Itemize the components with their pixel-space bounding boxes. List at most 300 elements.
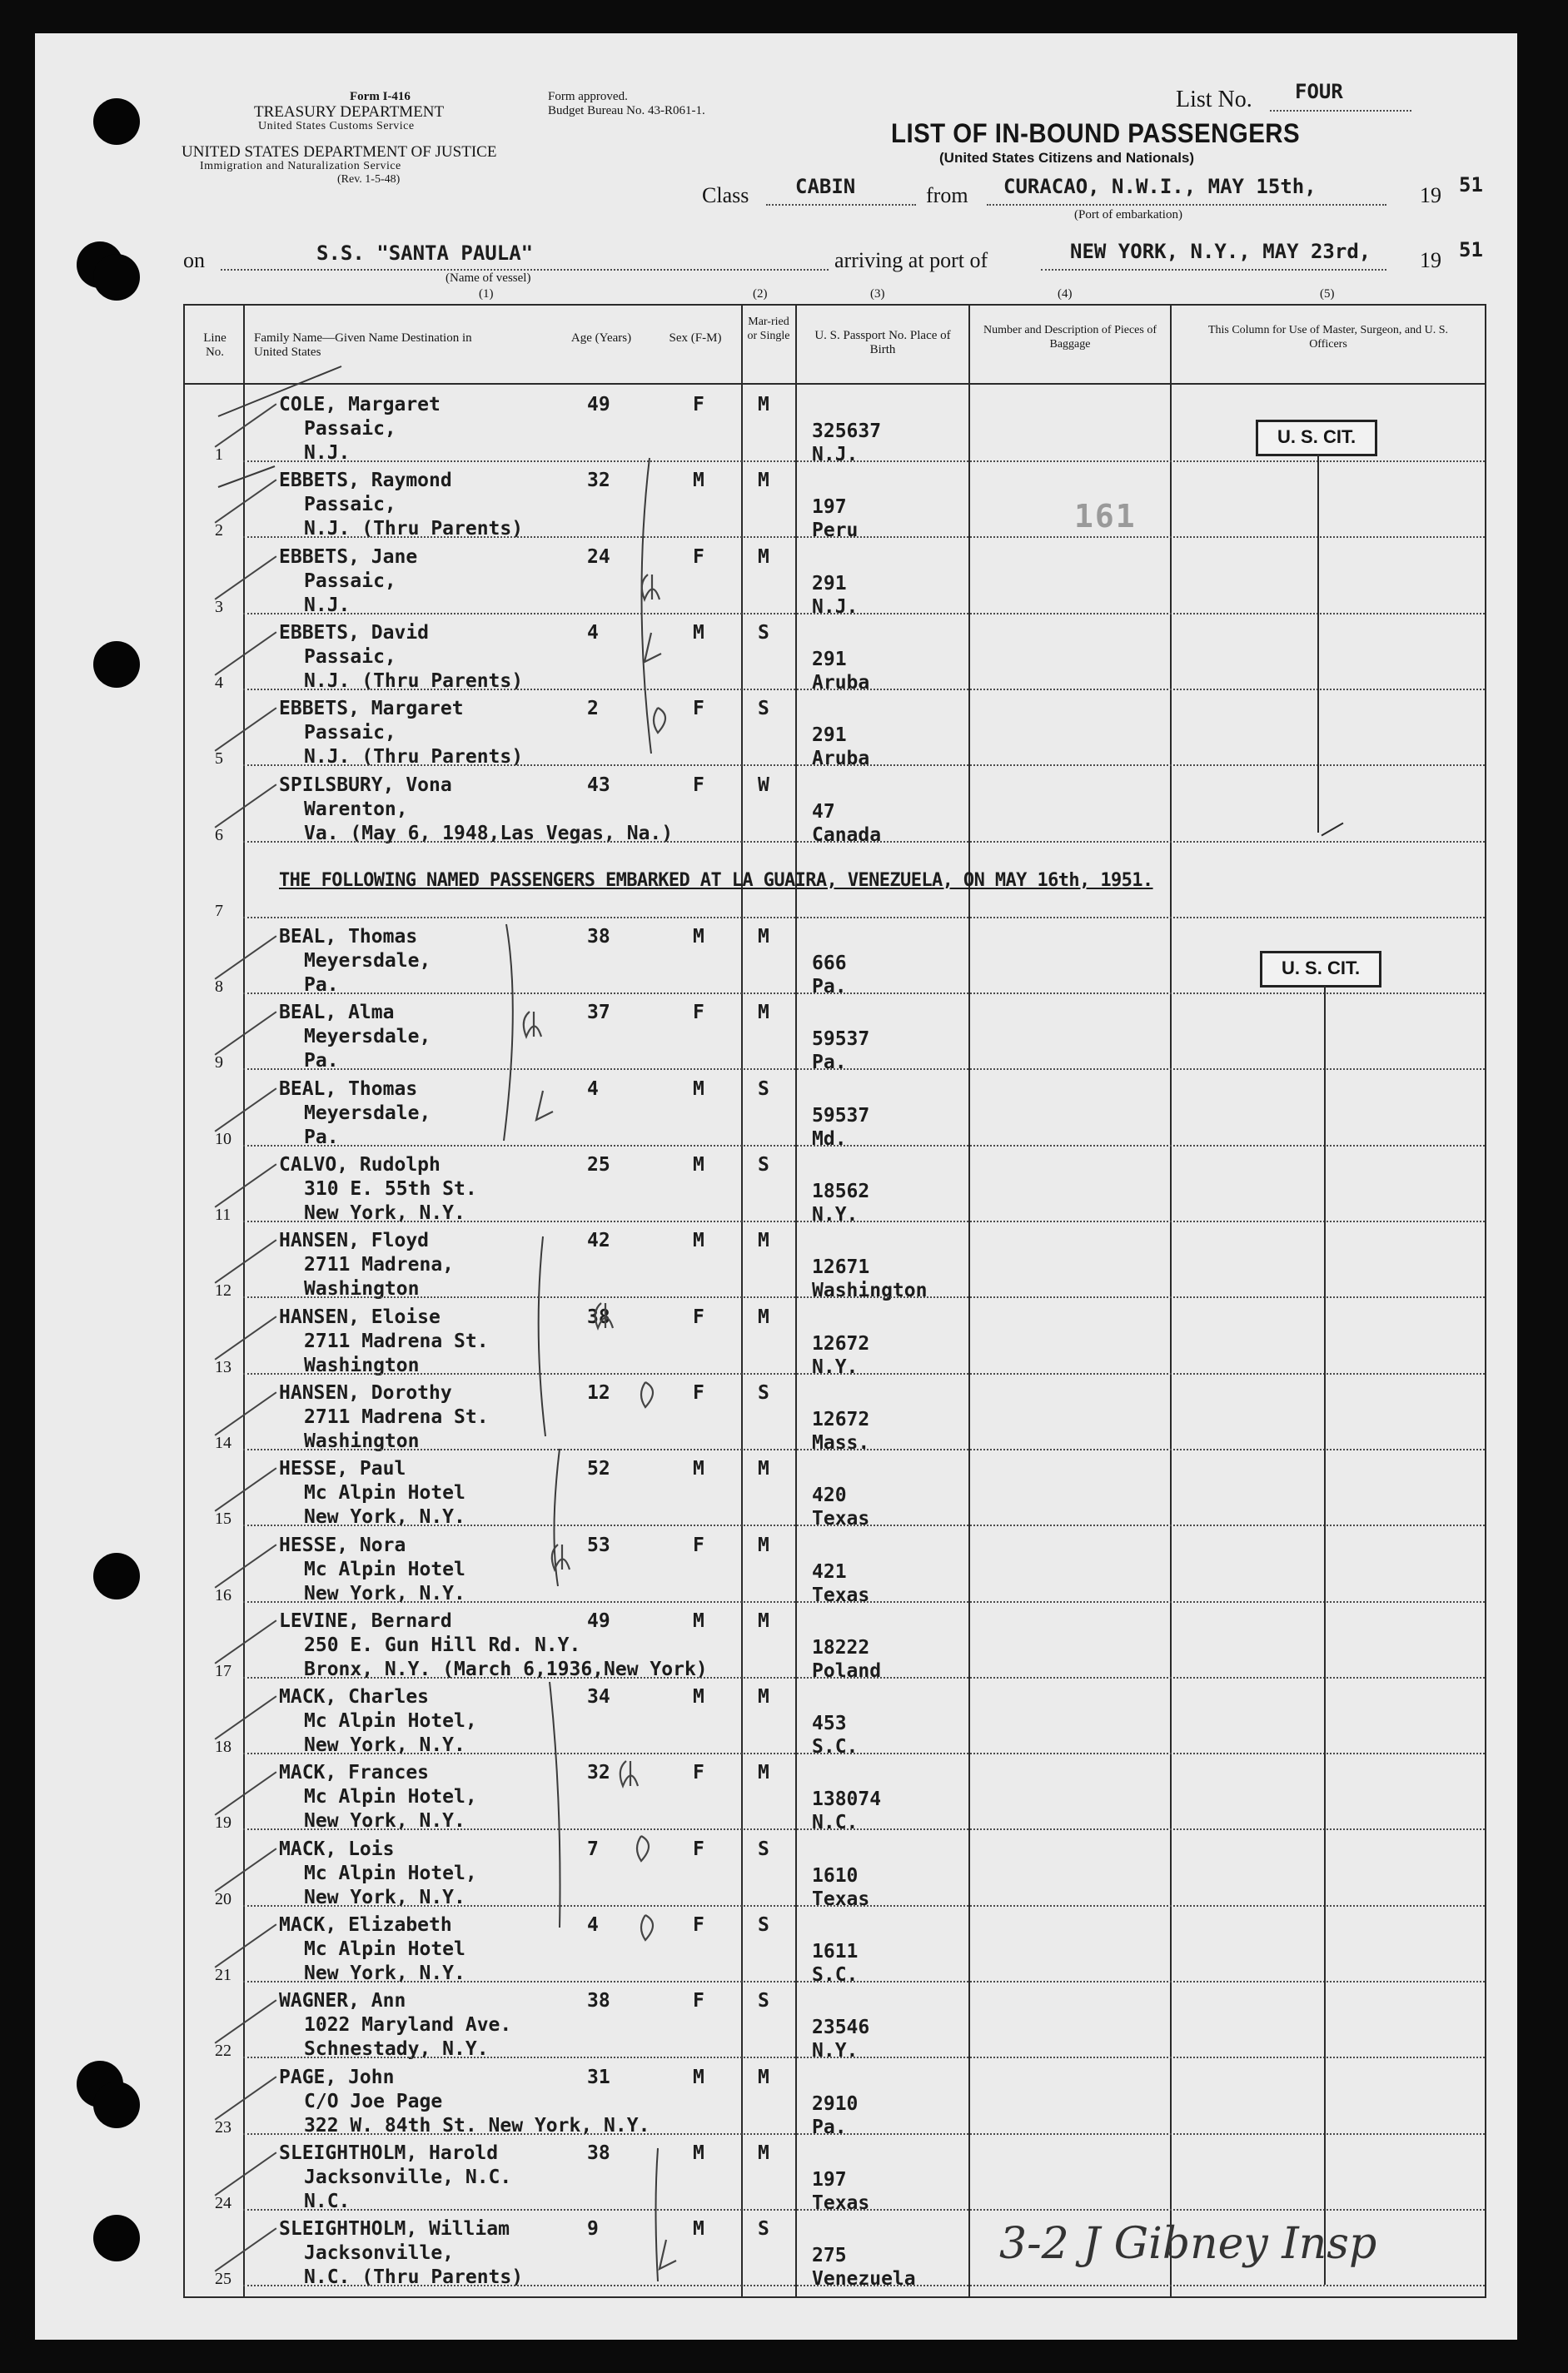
table-row: [0, 1072, 1568, 1150]
check-mark: [215, 708, 277, 752]
class-label: Class: [702, 183, 749, 207]
table-row: [0, 2060, 1568, 2138]
age-value: 12: [587, 1381, 610, 1404]
place-of-birth: Peru: [812, 520, 859, 542]
line-number: 3: [215, 597, 223, 616]
place-of-birth: Pa.: [812, 2116, 847, 2138]
marital-status: M: [758, 2142, 769, 2164]
marital-status: M: [758, 926, 769, 948]
age-value: 4: [587, 1077, 599, 1100]
table-row: [0, 1604, 1568, 1682]
passenger-name: HESSE, Nora: [279, 1534, 406, 1556]
treasury-dept: TREASURY DEPARTMENT: [254, 103, 445, 121]
sex-value: M: [693, 2066, 704, 2088]
sex-value: M: [693, 1077, 704, 1100]
col-number-3: (3): [870, 287, 885, 301]
destination-line-2: N.C. (Thru Parents): [304, 2266, 524, 2289]
line-number: 17: [215, 1661, 231, 1680]
marital-status: S: [758, 621, 769, 644]
row-separator: [243, 1753, 1485, 1754]
age-value: 7: [587, 1838, 599, 1860]
place-of-birth: N.Y.: [812, 1204, 859, 1226]
passport-number: 2910: [812, 2092, 859, 2115]
col-header-married: Mar-ried or Single: [747, 316, 790, 342]
table-row: [0, 1679, 1568, 1759]
sex-value: F: [693, 1002, 704, 1024]
passenger-name: CALVO, Rudolph: [279, 1154, 441, 1176]
row-separator: [243, 2285, 1485, 2286]
sex-value: F: [693, 1838, 704, 1860]
destination-line-1: 2711 Madrena St.: [304, 1405, 489, 1428]
passenger-name: HANSEN, Floyd: [279, 1230, 430, 1252]
passport-number: 18562: [812, 1181, 870, 1202]
passenger-name: MACK, Frances: [279, 1762, 430, 1784]
passenger-name: SPILSBURY, Vona: [279, 774, 452, 796]
budget-bureau: Budget Bureau No. 43-R061-1.: [548, 104, 705, 117]
col-header-baggage: Number and Description of Pieces of Baggage: [983, 324, 1157, 351]
place-of-birth: N.J.: [812, 595, 859, 618]
row-separator: [243, 1068, 1485, 1070]
destination-line-1: 2711 Madrena,: [304, 1254, 455, 1276]
inspector-signature: 3-2 J Gibney Insp: [999, 2219, 1377, 2269]
line-number: 9: [215, 1053, 223, 1072]
sex-value: F: [693, 1990, 704, 2012]
sex-value: F: [693, 698, 704, 720]
check-mark: [215, 1848, 277, 1892]
on-label: on: [183, 248, 205, 272]
check-mark: [215, 1619, 277, 1664]
passenger-name: HANSEN, Dorothy: [279, 1381, 452, 1404]
sex-value: M: [693, 1609, 704, 1632]
age-value: 34: [587, 1686, 610, 1709]
sex-value: F: [693, 1534, 704, 1556]
marital-status: M: [758, 394, 769, 415]
destination-line-1: C/O Joe Page: [304, 2090, 443, 2112]
age-value: 32: [587, 470, 610, 492]
passport-number: 59537: [812, 1104, 870, 1127]
destination-line-2: Va. (May 6, 1948,Las Vegas, Na.): [304, 822, 674, 844]
age-value: 2: [587, 698, 599, 720]
marital-status: S: [758, 1154, 769, 1176]
marital-status: M: [758, 470, 769, 492]
destination-line-2: N.J. (Thru Parents): [304, 669, 524, 692]
line-number: 2: [215, 521, 223, 540]
destination-line-2: N.J. (Thru Parents): [304, 746, 524, 769]
destination-line-2: 322 W. 84th St. New York, N.Y.: [304, 2114, 650, 2137]
arriving-label: arriving at port of: [834, 248, 988, 272]
place-of-birth: N.Y.: [812, 1356, 859, 1378]
line-number: 8: [215, 978, 223, 997]
sex-value: F: [693, 774, 704, 796]
destination-line-1: Meyersdale,: [304, 1102, 431, 1124]
passenger-name: PAGE, John: [279, 2066, 395, 2088]
col-number-2: (2): [753, 287, 768, 301]
place-of-birth: Venezuela: [812, 2268, 916, 2291]
class-line: [766, 204, 916, 206]
class-value: CABIN: [795, 175, 856, 198]
sex-value: M: [693, 926, 704, 948]
table-bottom-border: [183, 2296, 1486, 2298]
destination-line-1: Passaic,: [304, 418, 396, 440]
from-label: from: [926, 183, 968, 207]
passport-number: 12672: [812, 1408, 870, 1430]
table-row: [0, 1908, 1568, 1986]
check-mark: [215, 1240, 277, 1284]
place-of-birth: Md.: [812, 1127, 847, 1150]
row-separator: [243, 1981, 1485, 1982]
sex-value: M: [693, 1458, 704, 1480]
row-separator: [243, 1373, 1485, 1375]
marital-status: M: [758, 1686, 769, 1709]
destination-line-2: New York, N.Y.: [304, 1734, 465, 1757]
passenger-name: EBBETS, Margaret: [279, 698, 464, 720]
line-number: 21: [215, 1966, 231, 1984]
col-number-1: (1): [479, 287, 494, 301]
check-mark: [215, 1544, 277, 1588]
place-of-birth: Mass.: [812, 1431, 870, 1454]
passport-number: 12671: [812, 1256, 870, 1279]
destination-line-1: Warenton,: [304, 798, 408, 820]
place-of-birth: N.C.: [812, 1812, 859, 1834]
destination-line-1: Passaic,: [304, 722, 396, 744]
vessel-name: S.S. "SANTA PAULA": [316, 241, 534, 265]
marital-status: W: [758, 774, 769, 796]
col-number-5: (5): [1320, 287, 1335, 301]
check-mark: [215, 2000, 277, 2044]
passport-number: 59537: [812, 1028, 870, 1051]
destination-line-2: N.J. (Thru Parents): [304, 518, 524, 540]
stamp-161: 161: [1074, 498, 1137, 535]
line-number: 20: [215, 1889, 231, 1908]
passenger-name: BEAL, Thomas: [279, 926, 418, 948]
from-year-prefix: 19: [1420, 183, 1441, 207]
destination-line-1: Passaic,: [304, 494, 396, 516]
table-row: [0, 1223, 1568, 1302]
place-of-birth: S.C.: [812, 1736, 859, 1759]
col-header-name: Family Name—Given Name Destination in United States: [254, 331, 472, 359]
sex-value: F: [693, 545, 704, 568]
marital-status: S: [758, 1914, 769, 1936]
passenger-name: EBBETS, David: [279, 621, 430, 644]
place-of-birth: Canada: [812, 823, 882, 846]
destination-line-2: New York, N.Y.: [304, 1810, 465, 1833]
passenger-name: EBBETS, Raymond: [279, 470, 452, 492]
check-mark: [215, 1923, 277, 1968]
marital-status: M: [758, 2066, 769, 2088]
destination-line-1: 310 E. 55th St.: [304, 1178, 477, 1200]
passport-number: 197: [812, 2168, 847, 2191]
marital-status: M: [758, 1458, 769, 1480]
place-of-birth: Pa.: [812, 1052, 847, 1074]
table-row: [0, 1528, 1568, 1606]
passport-number: 1611: [812, 1941, 859, 1963]
marital-status: M: [758, 1230, 769, 1252]
marital-status: S: [758, 2218, 769, 2241]
check-mark: [215, 2076, 277, 2120]
place-of-birth: Aruba: [812, 671, 870, 694]
line-number: 24: [215, 2193, 231, 2212]
us-cit-stamp: U. S. CIT.: [1260, 951, 1381, 988]
sex-value: M: [693, 621, 704, 644]
line-number: 13: [215, 1357, 231, 1376]
marital-status: S: [758, 1381, 769, 1404]
destination-line-2: New York, N.Y.: [304, 1582, 465, 1604]
destination-line-2: N.J.: [304, 594, 351, 616]
check-mark: [215, 1391, 277, 1435]
col-header-sex: Sex (F-M): [669, 331, 722, 345]
passport-number: 18222: [812, 1636, 870, 1659]
col-header-age: Age (Years): [570, 331, 632, 345]
us-cit-bracket-line: [1324, 986, 1326, 2285]
port-embark-note: (Port of embarkation): [1074, 208, 1182, 221]
table-row: [0, 1983, 1568, 2062]
destination-line-1: Mc Alpin Hotel,: [304, 1786, 477, 1808]
destination-line-2: New York, N.Y.: [304, 1506, 465, 1529]
destination-line-2: Pa.: [304, 1050, 339, 1072]
place-of-birth: N.Y.: [812, 2040, 859, 2062]
passenger-name: MACK, Lois: [279, 1838, 395, 1860]
age-value: 53: [587, 1534, 610, 1556]
place-of-birth: N.J.: [812, 444, 859, 465]
marital-status: M: [758, 1609, 769, 1632]
sex-value: M: [693, 1154, 704, 1176]
destination-line-2: N.C.: [304, 2190, 351, 2212]
form-approved: Form approved.: [548, 90, 628, 103]
destination-line-1: Meyersdale,: [304, 950, 431, 973]
check-mark: [215, 2228, 277, 2272]
age-value: 25: [587, 1154, 610, 1176]
marital-status: S: [758, 1838, 769, 1860]
passport-number: 138074: [812, 1788, 882, 1811]
check-mark: [215, 631, 277, 675]
destination-line-2: New York, N.Y.: [304, 1963, 465, 1984]
marital-status: M: [758, 1534, 769, 1556]
table-header-border: [183, 383, 1486, 385]
row-separator: [243, 841, 1485, 843]
embark-note: THE FOLLOWING NAMED PASSENGERS EMBARKED AT LA GUAIRA, VENEZUELA, ON MAY 16th, 1951.: [279, 870, 1153, 891]
row-separator: [243, 1145, 1485, 1147]
passport-number: 420: [812, 1485, 847, 1507]
manifest-title: LIST OF IN-BOUND PASSENGERS: [891, 118, 1301, 148]
check-mark: [215, 555, 277, 599]
ins-service: Immigration and Naturalization Service: [200, 160, 401, 172]
check-mark: [215, 1772, 277, 1816]
destination-line-2: Washington: [304, 1354, 420, 1376]
line-number: 14: [215, 1433, 231, 1452]
age-value: 38: [587, 926, 610, 948]
table-row: [0, 540, 1568, 618]
passenger-name: MACK, Charles: [279, 1686, 430, 1709]
destination-line-1: Jacksonville,: [304, 2242, 455, 2265]
sex-value: F: [693, 1381, 704, 1404]
check-mark: [215, 1163, 277, 1207]
table-row: [0, 995, 1568, 1074]
passenger-name: SLEIGHTHOLM, William: [279, 2218, 510, 2241]
destination-line-1: 2711 Madrena St.: [304, 1330, 489, 1352]
age-value: 49: [587, 1609, 610, 1632]
row-separator: [243, 1905, 1485, 1907]
check-mark: [215, 1316, 277, 1360]
marital-status: M: [758, 545, 769, 568]
justice-dept: UNITED STATES DEPARTMENT OF JUSTICE: [182, 143, 497, 161]
sex-value: M: [693, 2218, 704, 2241]
vessel-note: (Name of vessel): [446, 271, 531, 285]
marital-status: M: [758, 1002, 769, 1024]
table-row: [0, 463, 1568, 542]
passport-number: 197: [812, 496, 847, 519]
destination-line-2: Washington: [304, 1430, 420, 1452]
destination-line-1: Jacksonville, N.C.: [304, 2166, 512, 2188]
list-no-value: FOUR: [1295, 80, 1343, 103]
line-number: 11: [215, 1206, 231, 1224]
passenger-name: EBBETS, Jane: [279, 545, 418, 568]
destination-line-1: Passaic,: [304, 570, 396, 592]
revision: (Rev. 1-5-48): [337, 173, 401, 186]
passport-number: 12672: [812, 1332, 870, 1355]
destination-line-2: New York, N.Y.: [304, 1202, 465, 1224]
age-value: 38: [587, 1990, 610, 2012]
place-of-birth: Poland: [812, 1659, 882, 1682]
row-separator: [243, 1601, 1485, 1603]
destination-line-1: Mc Alpin Hotel: [304, 1482, 465, 1505]
line-number: 4: [215, 673, 223, 692]
sex-value: F: [693, 1762, 704, 1784]
row-separator: [243, 1296, 1485, 1298]
destination-line-2: New York, N.Y.: [304, 1886, 465, 1908]
destination-line-1: Mc Alpin Hotel: [304, 1558, 465, 1580]
age-value: 38: [587, 1306, 610, 1328]
list-no-line: [1270, 110, 1411, 112]
line-number: 7: [215, 901, 223, 920]
sex-value: M: [693, 470, 704, 492]
sex-value: M: [693, 2142, 704, 2164]
age-value: 43: [587, 774, 610, 796]
table-row: [0, 1147, 1568, 1226]
row-separator: [243, 2133, 1485, 2135]
binder-hole: [93, 254, 140, 301]
passenger-name: BEAL, Thomas: [279, 1077, 418, 1100]
sex-value: M: [693, 1230, 704, 1252]
age-value: 31: [587, 2066, 610, 2088]
arrival-line: [1041, 269, 1386, 271]
destination-line-2: Schnestady, N.Y.: [304, 2038, 489, 2061]
marital-status: S: [758, 698, 769, 720]
passport-number: 23546: [812, 2017, 870, 2039]
arrival-year-prefix: 19: [1420, 248, 1441, 272]
age-value: 49: [587, 394, 610, 415]
line-number: 12: [215, 1281, 231, 1301]
age-value: 52: [587, 1458, 610, 1480]
place-of-birth: S.C.: [812, 1964, 859, 1986]
passenger-name: SLEIGHTHOLM, Harold: [279, 2142, 499, 2164]
sex-value: M: [693, 1686, 704, 1709]
destination-line-1: Meyersdale,: [304, 1026, 431, 1048]
destination-line-2: Pa.: [304, 1126, 339, 1148]
sex-value: F: [693, 1914, 704, 1936]
check-mark: [215, 784, 277, 828]
marital-status: M: [758, 1306, 769, 1328]
marital-status: S: [758, 1990, 769, 2012]
us-cit-stamp: U. S. CIT.: [1256, 420, 1377, 456]
table-row: [0, 691, 1568, 770]
check-mark: [215, 2152, 277, 2196]
check-mark: [215, 1468, 277, 1512]
row-separator: [243, 2209, 1485, 2211]
passport-number: 291: [812, 724, 847, 747]
line-number: 16: [215, 1585, 231, 1604]
age-value: 9: [587, 2218, 599, 2241]
passport-number: 1610: [812, 1864, 859, 1887]
passport-number: 666: [812, 953, 847, 975]
passport-number: 421: [812, 1560, 847, 1583]
marital-status: M: [758, 1762, 769, 1784]
place-of-birth: Washington: [812, 1280, 928, 1302]
place-of-birth: Texas: [812, 1888, 870, 1910]
row-separator: [243, 2057, 1485, 2058]
destination-line-1: Passaic,: [304, 645, 396, 668]
from-line: [987, 204, 1386, 206]
age-value: 24: [587, 545, 610, 568]
age-value: 4: [587, 621, 599, 644]
passenger-name: HANSEN, Eloise: [279, 1306, 441, 1328]
destination-line-1: 1022 Maryland Ave.: [304, 2014, 512, 2037]
destination-line-2: Bronx, N.Y. (March 6,1936,New York): [304, 1658, 708, 1680]
place-of-birth: Pa.: [812, 976, 847, 998]
line-number: 19: [215, 1813, 231, 1833]
age-value: 42: [587, 1230, 610, 1252]
passenger-name: BEAL, Alma: [279, 1002, 395, 1024]
destination-line-1: Mc Alpin Hotel,: [304, 1862, 477, 1884]
age-value: 4: [587, 1914, 599, 1936]
vessel-line: [221, 269, 829, 271]
sex-value: F: [693, 394, 704, 415]
us-cit-bracket-line: [1317, 454, 1319, 833]
passenger-name: MACK, Elizabeth: [279, 1914, 452, 1936]
place-of-birth: Aruba: [812, 748, 870, 770]
table-row: [0, 1755, 1568, 1834]
customs-service: United States Customs Service: [258, 120, 415, 132]
row-separator: [243, 1221, 1485, 1222]
table-row: [0, 1376, 1568, 1454]
col-number-4: (4): [1058, 287, 1073, 301]
check-mark: [215, 480, 277, 524]
line-number: 6: [215, 825, 223, 844]
destination-line-2: Washington: [304, 1278, 420, 1301]
table-row: [0, 1832, 1568, 1910]
passenger-name: HESSE, Paul: [279, 1458, 406, 1480]
place-of-birth: Texas: [812, 1508, 870, 1530]
line-number: 18: [215, 1738, 231, 1757]
table-row: [0, 615, 1568, 694]
destination-line-1: 250 E. Gun Hill Rd. N.Y.: [304, 1634, 581, 1656]
table-row: [0, 2136, 1568, 2214]
row-separator: [243, 1449, 1485, 1450]
passport-number: 275: [812, 2245, 847, 2267]
place-of-birth: Texas: [812, 2191, 870, 2214]
line-number: 1: [215, 445, 223, 464]
check-mark: [215, 403, 277, 447]
col-header-passport: U. S. Passport No. Place of Birth: [814, 329, 951, 356]
age-value: 32: [587, 1762, 610, 1784]
age-value: 37: [587, 1002, 610, 1024]
passenger-name: COLE, Margaret: [279, 394, 441, 415]
binder-hole: [93, 98, 140, 145]
check-mark: [215, 1012, 277, 1056]
sex-value: F: [693, 1306, 704, 1328]
list-no-label: List No.: [1176, 87, 1252, 112]
col-header-officers: This Column for Use of Master, Surgeon, and U. S. Officers: [1207, 324, 1449, 351]
col-header-line: Line No.: [203, 331, 226, 359]
